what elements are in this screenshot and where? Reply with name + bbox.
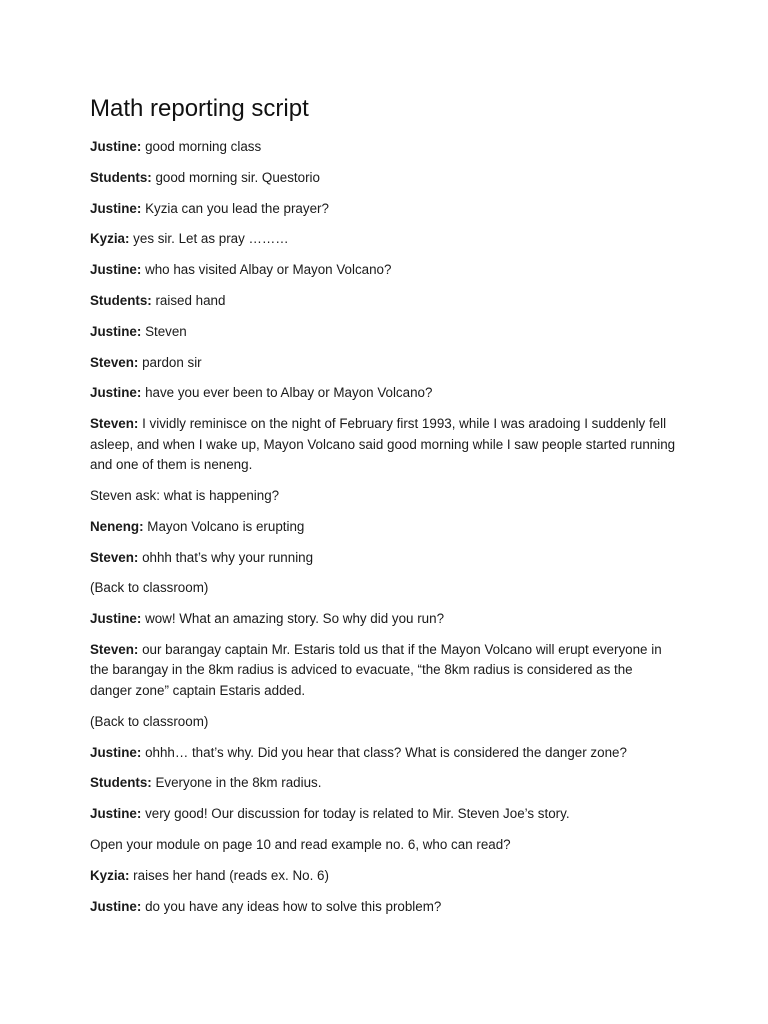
- script-line: [90, 322, 678, 343]
- line-text: do you have any ideas how to solve this problem?: [141, 898, 442, 914]
- line-text: have you ever been to Albay or Mayon Volcano?: [141, 385, 433, 401]
- line-text: (Back to classroom): [90, 713, 209, 729]
- script-line: [90, 137, 678, 158]
- line-text: good morning sir. Questorio: [151, 169, 320, 185]
- speaker-name: Steven:: [90, 641, 139, 657]
- line-text: Open your module on page 10 and read example no. 6, who can read?: [90, 836, 511, 852]
- line-text: yes sir. Let as pray ………: [129, 231, 289, 247]
- script-line: [90, 414, 678, 476]
- line-text: wow! What an amazing story. So why did you run?: [141, 611, 445, 627]
- line-text: our barangay captain Mr. Estaris told us that if the Mayon Volcano will erupt everyone in the barangay in the 8km radius is adviced to evacuate, “the 8km radius is considered as the danger zone” captain Estaris added.: [90, 641, 662, 698]
- speaker-name: Justine:: [90, 262, 142, 278]
- line-text: (Back to classroom): [90, 580, 209, 596]
- speaker-name: Students:: [90, 292, 152, 308]
- script-line: [90, 578, 678, 599]
- script-line: [90, 486, 678, 507]
- line-text: good morning class: [141, 139, 262, 154]
- speaker-name: Justine:: [90, 744, 142, 760]
- line-text: pardon sir: [138, 354, 202, 370]
- speaker-name: Students:: [90, 775, 152, 791]
- document-title: Math reporting script: [90, 95, 309, 122]
- script-line: [90, 548, 678, 569]
- line-text: Steven: [141, 323, 187, 339]
- speaker-name: Justine:: [90, 385, 142, 401]
- line-text: Steven ask: what is happening?: [90, 487, 280, 503]
- script-line: [90, 897, 678, 918]
- script-line: [90, 199, 678, 220]
- line-text: I vividly reminisce on the night of February first 1993, while I was aradoing I suddenly fell asleep, and when I wake up, Mayon Volcano said good morning while I saw people started running and one of them is neneng.: [90, 416, 676, 473]
- line-text: ohhh… that’s why. Did you hear that class? What is considered the danger zone?: [141, 744, 627, 760]
- speaker-name: Justine:: [90, 898, 142, 914]
- script-line: [90, 229, 678, 250]
- script-line: [90, 743, 678, 764]
- line-text: raised hand: [151, 292, 226, 308]
- speaker-name: Justine:: [90, 323, 142, 339]
- speaker-name: Justine:: [90, 611, 142, 627]
- line-text: raises her hand (reads ex. No. 6): [129, 867, 329, 883]
- line-text: Everyone in the 8km radius.: [151, 775, 322, 791]
- speaker-name: Justine:: [90, 200, 142, 216]
- speaker-name: Steven:: [90, 416, 139, 432]
- script-line: [90, 517, 678, 538]
- script-line: [90, 640, 678, 702]
- speaker-name: Steven:: [90, 354, 139, 370]
- line-text: who has visited Albay or Mayon Volcano?: [141, 262, 392, 278]
- script-line: [90, 804, 678, 825]
- script-line: [90, 773, 678, 794]
- script-line: [90, 260, 678, 281]
- script-line: [90, 866, 678, 887]
- script-line: [90, 168, 678, 189]
- script-lines: [90, 137, 678, 917]
- speaker-name: Justine:: [90, 139, 142, 154]
- line-text: ohhh that’s why your running: [138, 549, 314, 565]
- speaker-name: Kyzia:: [90, 231, 130, 247]
- speaker-name: Steven:: [90, 549, 139, 565]
- script-line: [90, 835, 678, 856]
- speaker-name: Kyzia:: [90, 867, 130, 883]
- script-line: [90, 383, 678, 404]
- script-line: [90, 291, 678, 312]
- line-text: very good! Our discussion for today is related to Mir. Steven Joe’s story.: [141, 806, 570, 822]
- speaker-name: Students:: [90, 169, 152, 185]
- script-line: [90, 712, 678, 733]
- line-text: Kyzia can you lead the prayer?: [141, 200, 329, 216]
- script-line: [90, 353, 678, 374]
- line-text: Mayon Volcano is erupting: [143, 518, 305, 534]
- speaker-name: Neneng:: [90, 518, 144, 534]
- script-line: [90, 609, 678, 630]
- speaker-name: Justine:: [90, 806, 142, 822]
